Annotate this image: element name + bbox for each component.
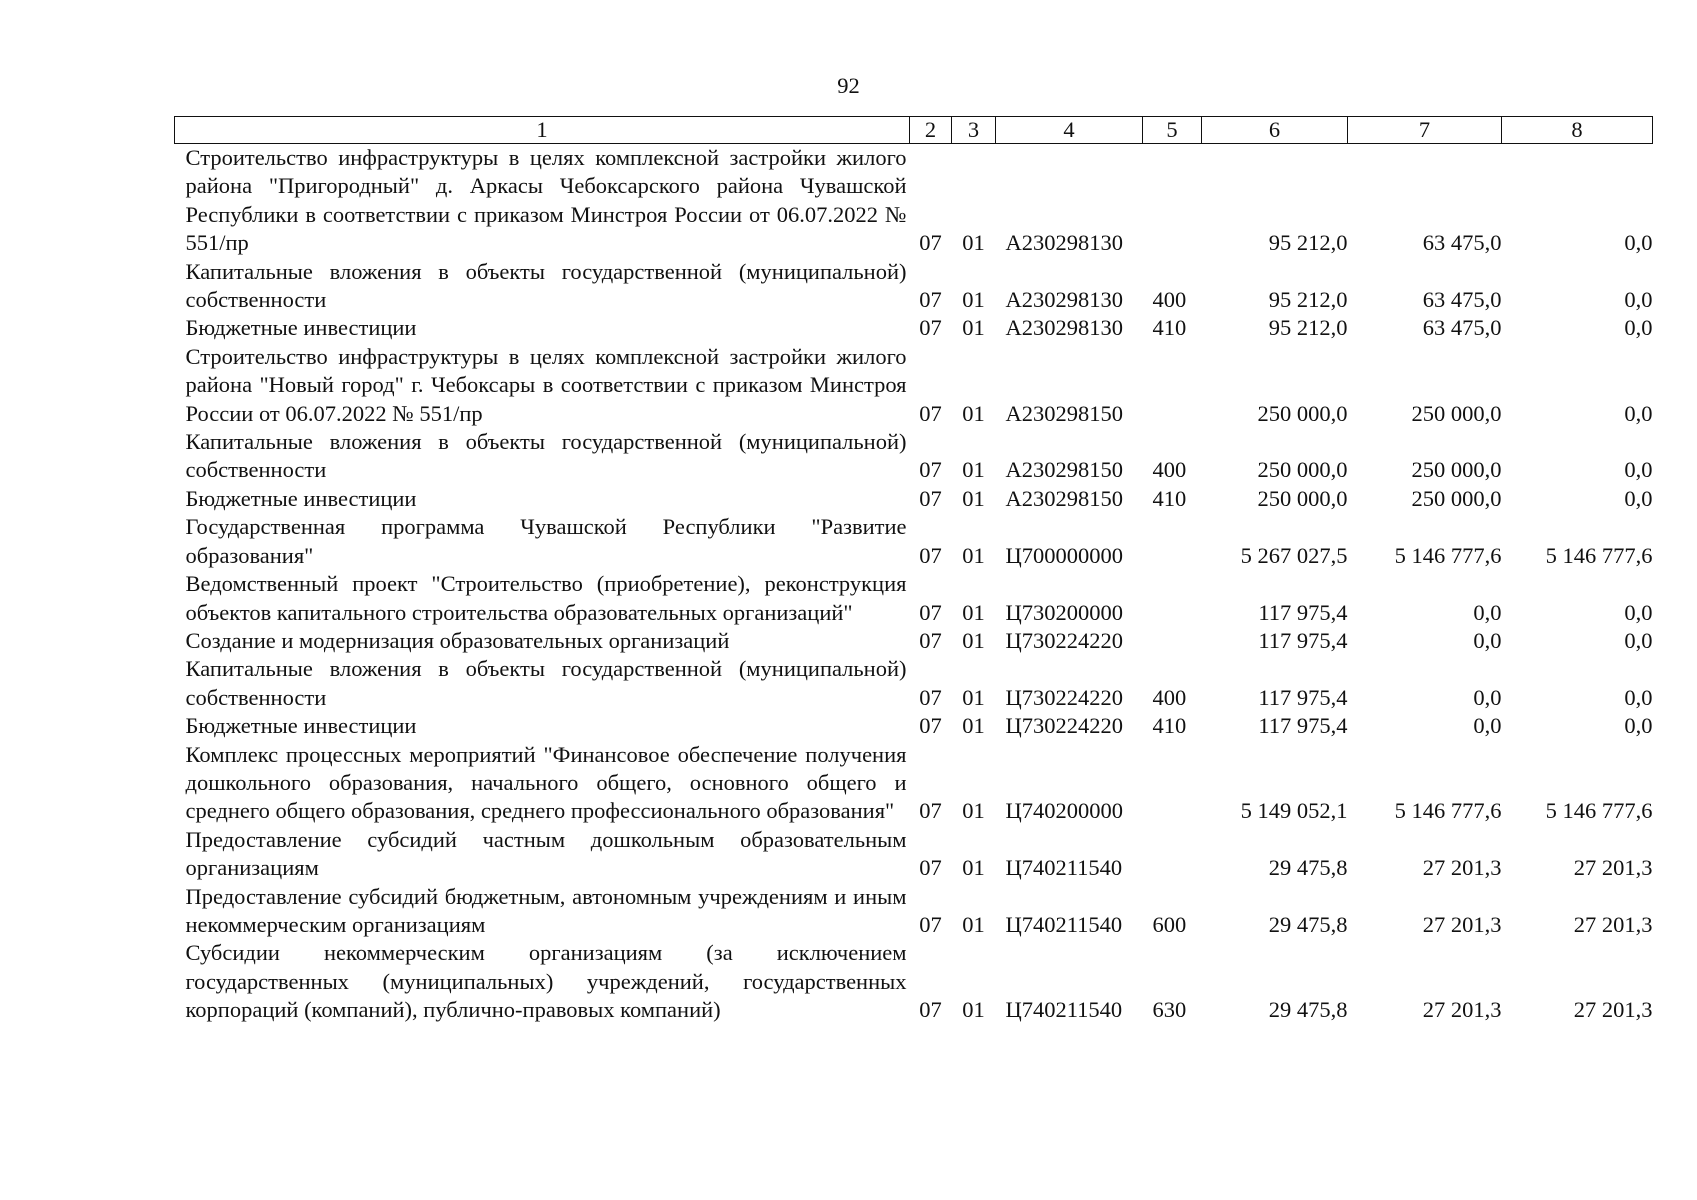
expense-type-code [1143,343,1202,428]
column-header: 3 [952,117,996,144]
section-code: 07 [919,997,942,1023]
expense-name: Бюджетные инвестиции [185,713,417,739]
table-row [175,570,1653,627]
expense-name: Создание и модернизация образовательных организаций [185,627,730,653]
table-row [175,258,1653,315]
section-code: 07 [919,485,942,511]
section-code: 07 [919,855,942,881]
amount-col-7: 0,0 [1473,599,1502,625]
amount-col-7: 250 000,0 [1411,400,1502,426]
table-row [175,314,1653,342]
target-article-code: Ц740211540 [1005,911,1123,937]
table-row [175,939,1653,1024]
expense-type-code [1143,144,1202,258]
amount-col-8: 0,0 [1624,457,1653,483]
amount-col-8: 0,0 [1624,287,1653,313]
subsection-code: 01 [962,713,985,739]
expense-name: Предоставление субсидий частным дошкольным образовательным организациям [185,826,907,881]
expense-name: Капитальные вложения в объекты государственной (муниципальной) собственности [185,258,907,313]
column-header-row [175,117,1653,144]
subsection-code: 01 [962,400,985,426]
section-code: 07 [919,627,942,653]
subsection-code: 01 [962,287,985,313]
target-article-code: Ц730224220 [1005,713,1123,739]
section-code: 07 [919,684,942,710]
expense-type-code [1143,826,1202,883]
amount-col-7: 27 201,3 [1422,855,1502,881]
target-article-code: Ц700000000 [1005,542,1123,568]
target-article-code: Ц730224220 [1005,684,1123,710]
table-row [175,513,1653,570]
amount-col-6: 117 975,4 [1258,627,1348,653]
amount-col-7: 250 000,0 [1411,457,1502,483]
section-code: 07 [919,911,942,937]
section-code: 07 [919,713,942,739]
target-article-code: Ц740200000 [1005,798,1123,824]
amount-col-8: 27 201,3 [1573,911,1653,937]
subsection-code: 01 [962,599,985,625]
table-row [175,655,1653,712]
expense-name: Бюджетные инвестиции [185,315,417,341]
amount-col-7: 63 475,0 [1422,287,1502,313]
amount-col-8: 0,0 [1624,684,1653,710]
subsection-code: 01 [962,627,985,653]
amount-col-7: 5 146 777,6 [1394,542,1502,568]
amount-col-6: 29 475,8 [1268,997,1348,1023]
amount-col-8: 0,0 [1624,627,1653,653]
subsection-code: 01 [962,855,985,881]
amount-col-6: 250 000,0 [1257,457,1348,483]
subsection-code: 01 [962,485,985,511]
subsection-code: 01 [962,997,985,1023]
subsection-code: 01 [962,911,985,937]
column-header: 6 [1202,117,1348,144]
amount-col-8: 5 146 777,6 [1545,798,1653,824]
section-code: 07 [919,287,942,313]
expense-type-code: 630 [1152,997,1187,1023]
expense-type-code: 400 [1152,684,1187,710]
amount-col-6: 250 000,0 [1257,485,1348,511]
target-article-code: А230298150 [1005,485,1123,511]
amount-col-7: 0,0 [1473,713,1502,739]
expense-name: Строительство инфраструктуры в целях комплексной застройки жилого района "Пригородный" д. Аркасы Чебоксарского района Чувашской Республики в соответствии с приказом Минстроя России от 06.07.2022 № 551/пр [185,145,907,256]
amount-col-6: 117 975,4 [1258,684,1348,710]
expense-name: Бюджетные инвестиции [185,485,417,511]
amount-col-6: 95 212,0 [1268,230,1348,256]
section-code: 07 [919,798,942,824]
expense-name: Капитальные вложения в объекты государственной (муниципальной) собственности [185,429,907,483]
table-row [175,428,1653,485]
table-row [175,712,1653,740]
amount-col-6: 117 975,4 [1258,713,1348,739]
target-article-code: А230298130 [1005,315,1123,341]
expense-type-code: 400 [1152,457,1187,483]
expense-type-code [1143,570,1202,627]
column-header: 7 [1348,117,1502,144]
expense-type-code [1143,627,1202,655]
amount-col-6: 5 267 027,5 [1240,542,1348,568]
amount-col-6: 29 475,8 [1268,911,1348,937]
amount-col-8: 27 201,3 [1573,997,1653,1023]
amount-col-6: 29 475,8 [1268,855,1348,881]
target-article-code: Ц740211540 [1005,855,1123,881]
table-row [175,741,1653,826]
expense-name: Субсидии некоммерческим организациям (за исключением государственных (муниципальных) учреждений, государственных корпораций (компаний), публично-правовых компаний) [185,940,907,1023]
section-code: 07 [919,599,942,625]
target-article-code: Ц730200000 [1005,599,1123,625]
target-article-code: Ц740211540 [1005,997,1123,1023]
target-article-code: А230298130 [1005,230,1123,256]
amount-col-6: 95 212,0 [1268,315,1348,341]
amount-col-8: 0,0 [1624,485,1653,511]
amount-col-8: 0,0 [1624,713,1653,739]
amount-col-6: 95 212,0 [1268,287,1348,313]
section-code: 07 [919,315,942,341]
amount-col-7: 63 475,0 [1422,315,1502,341]
table-row [175,627,1653,655]
expense-type-code: 400 [1152,287,1187,313]
table-row [175,144,1653,258]
subsection-code: 01 [962,684,985,710]
column-header: 2 [910,117,952,144]
expense-type-code: 410 [1152,485,1187,511]
amount-col-6: 250 000,0 [1257,400,1348,426]
expense-type-code [1143,513,1202,570]
column-header: 8 [1502,117,1653,144]
expense-type-code: 410 [1152,713,1187,739]
page-number: 92 [837,73,860,98]
expense-type-code: 410 [1152,315,1187,341]
amount-col-6: 117 975,4 [1258,599,1348,625]
target-article-code: А230298150 [1005,457,1123,483]
amount-col-7: 0,0 [1473,684,1502,710]
expense-name: Ведомственный проект "Строительство (приобретение), реконструкция объектов капитального строительства образовательных организаций" [185,571,907,625]
table-row [175,826,1653,883]
table-row [175,883,1653,940]
amount-col-7: 27 201,3 [1422,911,1502,937]
expense-type-code [1143,741,1202,826]
subsection-code: 01 [962,230,985,256]
section-code: 07 [919,457,942,483]
expense-name: Капитальные вложения в объекты государственной (муниципальной) собственности [185,656,907,710]
budget-table [174,116,1653,1025]
amount-col-8: 27 201,3 [1573,855,1653,881]
expense-type-code: 600 [1152,911,1187,937]
amount-col-8: 5 146 777,6 [1545,542,1653,568]
amount-col-8: 0,0 [1624,230,1653,256]
expense-name: Предоставление субсидий бюджетным, автономным учреждениям и иным некоммерческим организациям [185,883,907,937]
table-body [175,144,1653,1025]
amount-col-7: 5 146 777,6 [1394,798,1502,824]
amount-col-7: 27 201,3 [1422,997,1502,1023]
section-code: 07 [919,230,942,256]
target-article-code: Ц730224220 [1005,627,1123,653]
subsection-code: 01 [962,315,985,341]
amount-col-7: 250 000,0 [1411,485,1502,511]
target-article-code: А230298150 [1005,400,1123,426]
section-code: 07 [919,400,942,426]
amount-col-7: 63 475,0 [1422,230,1502,256]
expense-name: Комплекс процессных мероприятий "Финансовое обеспечение получения дошкольного образования, начального общего, основного общего и среднего общего образования, среднего профессионального образования" [185,741,907,824]
amount-col-8: 0,0 [1624,400,1653,426]
amount-col-8: 0,0 [1624,315,1653,341]
column-header: 4 [996,117,1143,144]
expense-name: Государственная программа Чувашской Республики "Развитие образования" [185,514,907,568]
amount-col-7: 0,0 [1473,627,1502,653]
amount-col-8: 0,0 [1624,599,1653,625]
subsection-code: 01 [962,457,985,483]
expense-name: Строительство инфраструктуры в целях комплексной застройки жилого района "Новый город" г. Чебоксары в соответствии с приказом Минстроя России от 06.07.2022 № 551/пр [185,343,907,426]
table-row [175,343,1653,428]
target-article-code: А230298130 [1005,287,1123,313]
column-header: 5 [1143,117,1202,144]
subsection-code: 01 [962,798,985,824]
table-row [175,485,1653,513]
column-header: 1 [175,117,910,144]
amount-col-6: 5 149 052,1 [1240,798,1348,824]
subsection-code: 01 [962,542,985,568]
section-code: 07 [919,542,942,568]
